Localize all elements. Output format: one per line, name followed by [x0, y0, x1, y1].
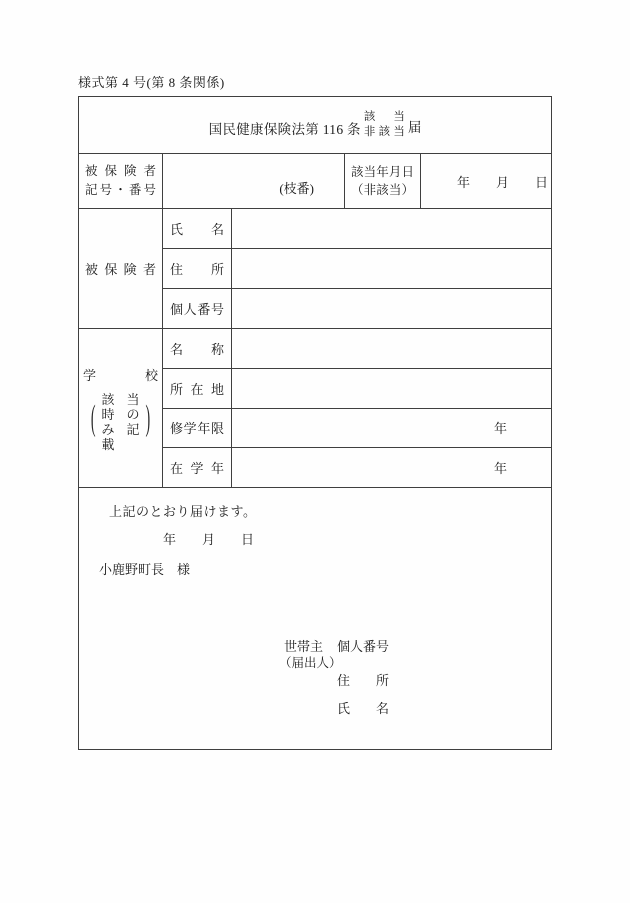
- insured-person-label-cell: [79, 209, 163, 328]
- table-row: [163, 369, 551, 409]
- study-period-field: 年: [493, 421, 507, 437]
- branch-number-note: (枝番): [279, 180, 314, 196]
- school-location-field: [232, 369, 551, 408]
- table-row: [163, 289, 551, 328]
- insured-number-label-line2: 記号・番号: [85, 183, 156, 197]
- insured-person-label: 被保険者: [85, 262, 156, 277]
- applicable-date-label-line1: 該当年月日: [351, 165, 414, 179]
- school-section: [79, 329, 551, 488]
- applicable-date-label: [345, 163, 420, 199]
- school-name-field: [232, 329, 551, 368]
- insured-number-label-cell: [79, 154, 163, 208]
- address-field: [232, 249, 551, 288]
- notification-form-table: [78, 96, 552, 750]
- footer-name-label: 氏名: [337, 701, 389, 716]
- insured-number-row: [79, 154, 551, 209]
- school-note: [91, 392, 150, 452]
- applicable-date-field: 年 月 日: [456, 174, 548, 190]
- address-label: 住所: [170, 262, 224, 277]
- school-note-line1: 該当時の: [101, 391, 140, 422]
- open-paren: (: [90, 401, 96, 440]
- close-paren: ): [145, 401, 151, 440]
- applicable-date-label-cell: [345, 154, 421, 208]
- study-period-label-cell: [163, 409, 232, 448]
- school-name-label: 名称: [170, 341, 224, 357]
- status-applicable-stack: [364, 110, 405, 140]
- personal-number-field: [232, 289, 551, 328]
- school-note-line2: み記載: [101, 421, 140, 452]
- insured-person-section: [79, 209, 551, 329]
- school-location-label-cell: [163, 369, 232, 408]
- school-note-text: [98, 392, 144, 452]
- personal-number-label-cell: [163, 289, 232, 328]
- form-number-label: 様式第 4 号(第 8 条関係): [78, 75, 225, 90]
- applicable-date-label-line2: （非該当）: [351, 183, 414, 197]
- declaration-date: 年 月 日: [163, 532, 255, 547]
- table-row: [163, 448, 551, 487]
- school-name-label-cell: [163, 329, 232, 368]
- school-label-cell: [79, 329, 163, 487]
- school-year-label: 在学年: [170, 461, 224, 477]
- footer-address-label: 住所: [337, 673, 389, 688]
- table-row: [163, 329, 551, 369]
- footer-personal-number-label: 個人番号: [337, 639, 390, 654]
- form-title-row: [79, 97, 551, 154]
- table-row: [163, 249, 551, 289]
- applicant-label: （届出人）: [279, 656, 342, 670]
- school-rows: [163, 329, 551, 487]
- form-title-suffix: 届: [407, 120, 422, 135]
- personal-number-label: 個人番号: [170, 302, 224, 317]
- name-label-cell: [163, 209, 232, 248]
- addressee-text: 小鹿野町長 様: [99, 562, 191, 577]
- address-label-cell: [163, 249, 232, 288]
- school-year-label-cell: [163, 448, 232, 487]
- school-location-label: 所在地: [170, 381, 224, 397]
- insured-number-label-line1: 被保険者: [85, 164, 156, 178]
- school-label: 学校: [83, 367, 158, 383]
- table-row: [163, 409, 551, 449]
- insured-person-rows: [163, 209, 551, 328]
- study-period-label: 修学年限: [170, 421, 224, 437]
- status-applicable: 該当: [363, 111, 405, 123]
- declaration-area: [79, 488, 551, 749]
- insured-number-label: [79, 162, 162, 200]
- table-row: [163, 209, 551, 249]
- household-head-label: 世帯主: [284, 639, 324, 654]
- status-not-applicable: 非該当: [363, 126, 405, 138]
- form-title-law: 国民健康保険法第 116 条: [208, 122, 361, 137]
- declaration-text: 上記のとおり届けます。: [109, 504, 257, 519]
- name-field: [232, 209, 551, 248]
- name-label: 氏名: [170, 222, 224, 237]
- school-year-field: 年: [493, 461, 507, 477]
- insured-number-field: [163, 154, 345, 208]
